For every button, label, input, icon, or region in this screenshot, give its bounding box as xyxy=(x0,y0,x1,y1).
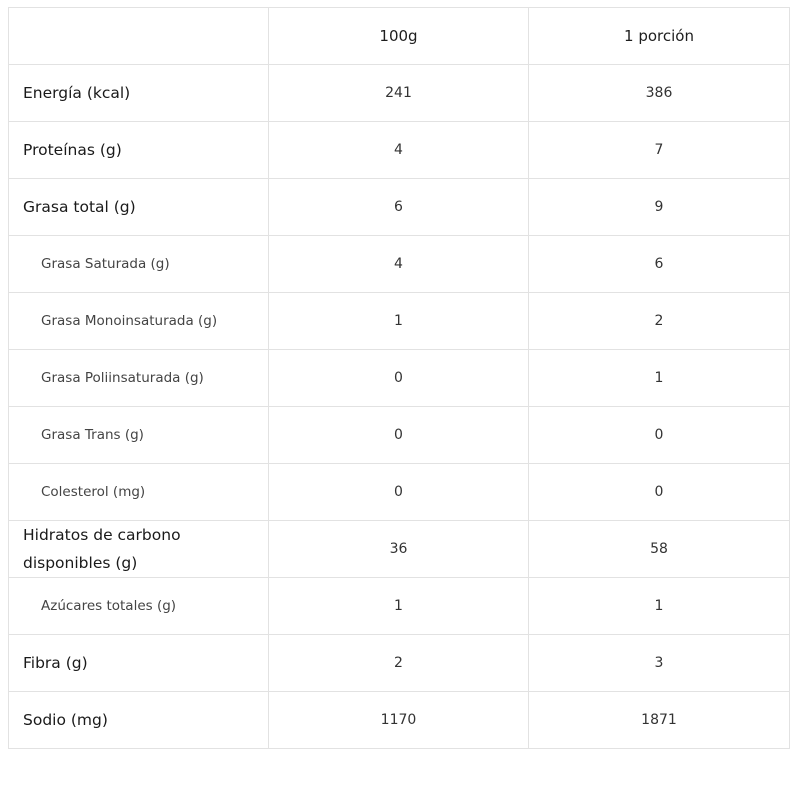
row-label-cell xyxy=(9,521,269,578)
table-row xyxy=(9,122,790,179)
row-label-cell xyxy=(9,236,269,293)
row-label: Energía (kcal) xyxy=(23,84,131,102)
value-per-100g: 0 xyxy=(269,464,529,521)
row-label-cell xyxy=(9,692,269,749)
value-per-100g: 0 xyxy=(269,350,529,407)
row-label: Grasa total (g) xyxy=(23,198,136,216)
row-label: Grasa Poliinsaturada (g) xyxy=(41,370,204,386)
value-per-portion: 1 xyxy=(529,578,790,635)
value-per-portion: 386 xyxy=(529,65,790,122)
table-header-row xyxy=(9,8,790,65)
value-per-portion: 6 xyxy=(529,236,790,293)
header-empty-cell xyxy=(9,8,269,65)
header-per-portion: 1 porción xyxy=(529,8,790,65)
table-row xyxy=(9,521,790,578)
value-per-100g: 0 xyxy=(269,407,529,464)
table-row xyxy=(9,179,790,236)
row-label-cell xyxy=(9,635,269,692)
value-per-portion: 0 xyxy=(529,407,790,464)
row-label: Sodio (mg) xyxy=(23,711,108,729)
table-row xyxy=(9,350,790,407)
row-label-cell xyxy=(9,350,269,407)
table-row xyxy=(9,464,790,521)
table-row xyxy=(9,635,790,692)
value-per-100g: 4 xyxy=(269,122,529,179)
value-per-portion: 3 xyxy=(529,635,790,692)
row-label-cell xyxy=(9,122,269,179)
table-row xyxy=(9,692,790,749)
table-row xyxy=(9,293,790,350)
value-per-100g: 4 xyxy=(269,236,529,293)
row-label: Grasa Monoinsaturada (g) xyxy=(41,313,218,329)
row-label-cell xyxy=(9,407,269,464)
table-row xyxy=(9,407,790,464)
row-label: Azúcares totales (g) xyxy=(41,598,177,614)
table-row xyxy=(9,65,790,122)
value-per-portion: 1871 xyxy=(529,692,790,749)
row-label-cell xyxy=(9,464,269,521)
value-per-100g: 1170 xyxy=(269,692,529,749)
row-label-cell xyxy=(9,578,269,635)
value-per-100g: 2 xyxy=(269,635,529,692)
value-per-portion: 2 xyxy=(529,293,790,350)
row-label: Proteínas (g) xyxy=(23,141,122,159)
header-per-100g: 100g xyxy=(269,8,529,65)
value-per-portion: 9 xyxy=(529,179,790,236)
value-per-portion: 1 xyxy=(529,350,790,407)
value-per-100g: 6 xyxy=(269,179,529,236)
row-label-cell xyxy=(9,65,269,122)
value-per-100g: 241 xyxy=(269,65,529,122)
value-per-portion: 0 xyxy=(529,464,790,521)
row-label: Hidratos de carbono disponibles (g) xyxy=(23,526,181,572)
row-label: Grasa Saturada (g) xyxy=(41,256,170,272)
value-per-portion: 7 xyxy=(529,122,790,179)
value-per-100g: 36 xyxy=(269,521,529,578)
value-per-100g: 1 xyxy=(269,293,529,350)
nutrition-facts-table xyxy=(8,7,790,749)
row-label: Grasa Trans (g) xyxy=(41,427,144,443)
row-label-cell xyxy=(9,179,269,236)
row-label-cell xyxy=(9,293,269,350)
table-row xyxy=(9,578,790,635)
value-per-100g: 1 xyxy=(269,578,529,635)
value-per-portion: 58 xyxy=(529,521,790,578)
row-label: Fibra (g) xyxy=(23,654,88,672)
row-label: Colesterol (mg) xyxy=(41,484,146,500)
table-row xyxy=(9,236,790,293)
